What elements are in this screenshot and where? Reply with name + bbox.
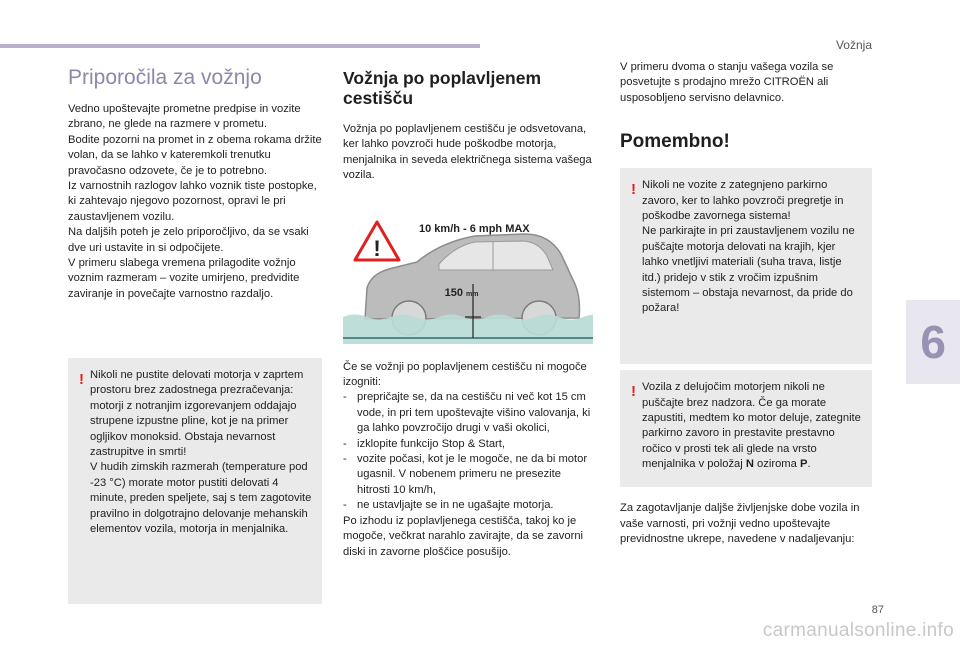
flooded-road-intro: Vožnja po poplavljenem cestišču je odsvetovana, ker lahko povzroči hude poškodbe motorja, menjalnika in seveda električnega sistema vašega vozila. (343, 123, 592, 182)
column-flooded-road (343, 60, 593, 560)
column-driving-tips (68, 60, 322, 536)
flooded-road-list-intro: Če se vožnji po poplavljenem cestišču ni mogoče izogniti: (343, 360, 587, 389)
flooded-road-list (343, 390, 593, 513)
section-title-flooded-road: Vožnja po poplavljenem cestišču (343, 68, 542, 108)
list-item: - vozite počasi, kot je le mogoče, ne da bi motor ugasnil. V nobenem primeru ne presezite hitrosti 10 km/h, (343, 453, 588, 496)
warning-text-parking-brake: Nikoli ne vozite z zategnjeno parkirno zavoro, ker to lahko povzroči pregretje in poškodbe zavornega sistema! Ne parkirajte in pri zaustavljenem vozilu ne puščajte motorja delovati na krajih, kjer lahko vnetljivi materiali (suha trava, listje itd.) pridejo v stik z vročim izpušnim sistemom – obstaja nevarnost, da pride do požara! (642, 179, 855, 315)
list-item: - izklopite funkcijo Stop & Start, (343, 437, 505, 450)
warning-text-unattended: Vozila z delujočim motorjem nikoli ne puščajte brez nadzora. Če ga morate zapustiti, medtem ko motor deluje, zategnite parkirno zavoro in prestavite prestavno ročico v prosti tek ali glede na vrsto menjalnika v položaj N oziroma P. (642, 381, 861, 471)
page-number: 87 (871, 604, 884, 616)
watermark: carmanualsonline.info (762, 620, 954, 641)
warning-triangle-symbol: ! (373, 235, 381, 261)
warning-exclamation-icon: ! (79, 371, 84, 388)
warning-exclamation-icon: ! (631, 181, 636, 199)
warning-box-parking-brake (620, 168, 872, 364)
warning-box-exhaust (68, 358, 322, 604)
precautions-intro: Za zagotavljanje daljše življenjske dobe vozila in vaše varnosti, pri vožnji vedno upoštevajte previdnostne ukrepe, navedene v nadaljevanju: (620, 502, 860, 546)
running-header: Vožnja (835, 38, 872, 52)
column-important (620, 60, 872, 547)
warning-text-exhaust: Nikoli ne pustite delovati motorja v zaprtem prostoru brez zadostnega prezračevanja: motorji z notranjim izgorevanjem oddajajo strupene izpustne pline, kot je na primer ogljikov monoksid. Obstaja nevarnost zastrupitve in smrti! V hudih zimskih razmerah (temperature pod -23 °C) morate motor pustiti delovati 4 minute, preden speljete, saj s tem zagotovite pravilno in dolgotrajno delovanje mehanskih elementov vozila, motorja in menjalnika. (90, 369, 312, 536)
section-title-driving-tips: Priporočila za vožnjo (68, 66, 262, 89)
flooded-car-illustration (343, 214, 593, 344)
warning-exclamation-icon: ! (631, 383, 636, 401)
max-speed-label: 10 km/h - 6 mph MAX (419, 222, 530, 235)
depth-value-label: 150 (444, 286, 463, 299)
flooded-road-outro: Po izhodu iz poplavljenega cestišča, takoj ko je mogoče, večkrat narahlo zavirajte, da se zavorni diski in zavorne ploščice posušijo. (343, 514, 584, 558)
driving-tips-body: Vedno upoštevajte prometne predpise in vozite zbrano, ne glede na razmere v prometu. Bodite pozorni na promet in z obema rokama držite volan, da se lahko v kateremkoli trenutku pravočasno odzovete, če je to potrebno. Iz varnostnih razlogov lahko voznik tiste postopke, ki zahtevajo njegovo pozornost, opravi le pri zaustavljenem vozilu. Na daljših poteh je zelo priporočljivo, da se vsaki dve uri ustavite in si odpočijete. V primeru slabega vremena prilagodite vožnjo voznim razmeram – vozite umirjeno, predvidite zaviranje in povečajte varnostno razdaljo. (68, 103, 322, 300)
section-number: 6 (920, 316, 946, 368)
header-rule (0, 44, 480, 48)
section-title-important: Pomembno! (620, 131, 730, 153)
list-item: - prepričajte se, da na cestišču ni več kot 15 cm vode, in pri tem upoštevajte višino valovanja, ki ga lahko povzročijo drugi v vaši okolici, (343, 391, 591, 435)
list-item: - ne ustavljajte se in ne ugašajte motorja. (343, 499, 554, 512)
warning-box-unattended (620, 370, 872, 487)
depth-unit-label: mm (466, 290, 479, 298)
dealer-advice: V primeru dvoma o stanju vašega vozila se posvetujte s prodajno mrežo CITROËN ali usposobljeno servisno delavnico. (620, 61, 834, 104)
